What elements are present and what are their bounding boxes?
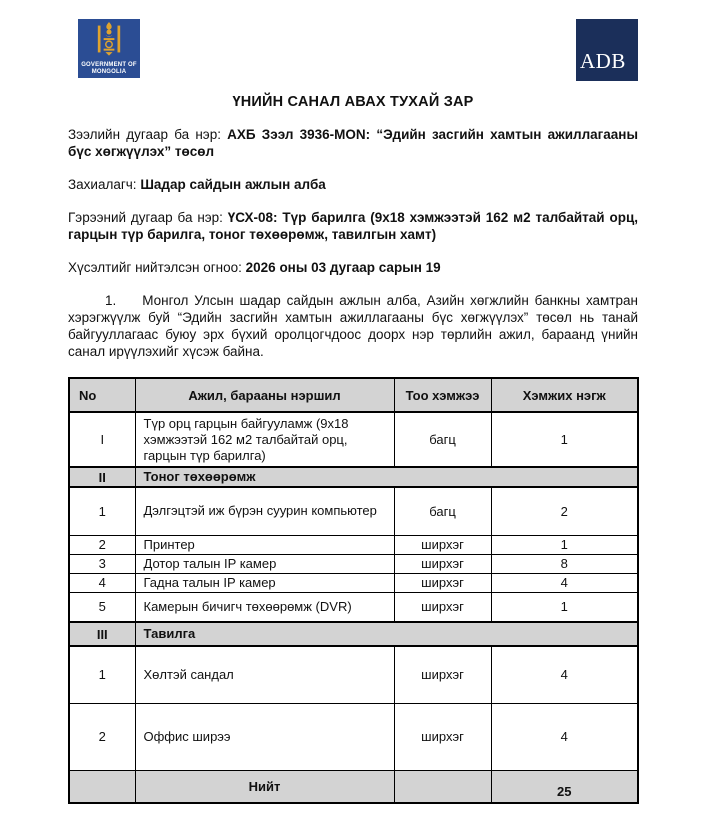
table-row [69,646,638,703]
contract-number-line [68,209,638,243]
item-number-cell: 4 [69,573,135,592]
total-empty-cell [69,770,135,803]
item-quantity-cell: багц [394,412,491,467]
item-unit-cell: 4 [491,573,638,592]
contract-number-label: Гэрээний дугаар ба нэр: [68,210,228,225]
publish-date-value: 2026 оны 03 дугаар сарын 19 [245,260,441,275]
item-name-cell: Камерын бичигч төхөөрөмж (DVR) [135,592,394,622]
section-number-cell: II [69,467,135,487]
item-quantity-cell: ширхэг [394,554,491,573]
table-row [69,592,638,622]
item-name-cell: Гадна талын IP камер [135,573,394,592]
item-unit-cell: 4 [491,646,638,703]
item-name-cell: Хөлтэй сандал [135,646,394,703]
page-title: ҮНИЙН САНАЛ АВАХ ТУХАЙ ЗАР [232,94,474,110]
column-header: Тоо хэмжээ [394,378,491,412]
item-name-cell: Дотор талын IP камер [135,554,394,573]
item-quantity-cell: ширхэг [394,646,491,703]
client-line [68,176,638,193]
item-number-cell: 3 [69,554,135,573]
item-quantity-cell: ширхэг [394,535,491,554]
paragraph-number: 1. [105,293,117,308]
table-header-row [69,378,638,412]
item-number-cell: 2 [69,703,135,770]
paragraph-text: Монгол Улсын шадар сайдын ажлын алба, Азийн хөгжлийн банкны хамтран хэрэгжүүлж буй “Эдийн засгийн хамтын ажиллагааны бүс хөгжүүлэх” төсөл нь танай байгууллагаас буюу эрх бүхий оролцогчдоос доорх нэр төрлийн ажил, бараанд үнийн санал ирүүлэхийг хүсэж байна. [68,293,638,359]
header [68,19,638,81]
item-quantity-cell: ширхэг [394,573,491,592]
adb-logo-text: ADB [580,49,626,73]
government-logo-caption: GOVERNMENT OF MONGOLIA [81,62,137,75]
table-body [69,412,638,803]
soyombo-icon [96,22,122,61]
item-unit-cell: 2 [491,487,638,535]
client-label: Захиалагч: [68,177,141,192]
adb-logo [576,19,638,81]
items-table [68,377,639,804]
column-header: Хэмжих нэгж [491,378,638,412]
intro-section [68,126,638,276]
column-header: Ажил, барааны нэршил [135,378,394,412]
item-number-cell: 1 [69,487,135,535]
section-row [69,622,638,646]
item-quantity-cell: ширхэг [394,592,491,622]
table-row [69,703,638,770]
table-row [69,554,638,573]
loan-number-line [68,126,638,160]
item-name-cell: Түр орц гарцын байгууламж (9х18 хэмжээтэй 162 м2 талбайтай орц, гарцын түр барилга) [135,412,394,467]
loan-number-value: АХБ Зээл 3936-MON: “Эдийн засгийн хамтын ажиллагааны бүс хөгжүүлэх” төсөл [68,127,638,159]
item-name-cell: Принтер [135,535,394,554]
item-unit-cell: 8 [491,554,638,573]
item-quantity-cell: багц [394,487,491,535]
item-unit-cell: 4 [491,703,638,770]
item-quantity-cell: ширхэг [394,703,491,770]
publish-date-label: Хүсэлтийг нийтэлсэн огноо: [68,260,246,275]
item-number-cell: 2 [69,535,135,554]
table-row [69,573,638,592]
section-number-cell: III [69,622,135,646]
client-value: Шадар сайдын ажлын алба [140,177,326,192]
numbered-paragraph [68,292,638,360]
contract-number-value: ҮСХ-08: Түр барилга (9х18 хэмжээтэй 162 м2 талбайтай орц, гарцын түр барилга, тоног төхөөрөмж, тавилгын хамт) [68,210,638,242]
table-head [69,378,638,412]
item-name-cell: Дэлгэцтэй иж бүрэн суурин компьютер [135,487,394,535]
government-of-mongolia-logo [78,19,140,78]
item-number-cell: 1 [69,646,135,703]
table-row [69,535,638,554]
section-name-cell: Тоног төхөөрөмж [135,467,638,487]
table-row [69,412,638,467]
column-header: No [69,378,135,412]
item-number-cell: 5 [69,592,135,622]
item-unit-cell: 1 [491,535,638,554]
total-row [69,770,638,803]
loan-number-label: Зээлийн дугаар ба нэр: [68,127,228,142]
table-row [69,487,638,535]
total-label-cell: Нийт [135,770,394,803]
section-row [69,467,638,487]
item-unit-cell: 1 [491,412,638,467]
total-empty-cell [394,770,491,803]
item-name-cell: Оффис ширээ [135,703,394,770]
item-number-cell: I [69,412,135,467]
publish-date-line [68,259,638,276]
total-value-cell: 25 [491,770,638,803]
item-unit-cell: 1 [491,592,638,622]
section-name-cell: Тавилга [135,622,638,646]
